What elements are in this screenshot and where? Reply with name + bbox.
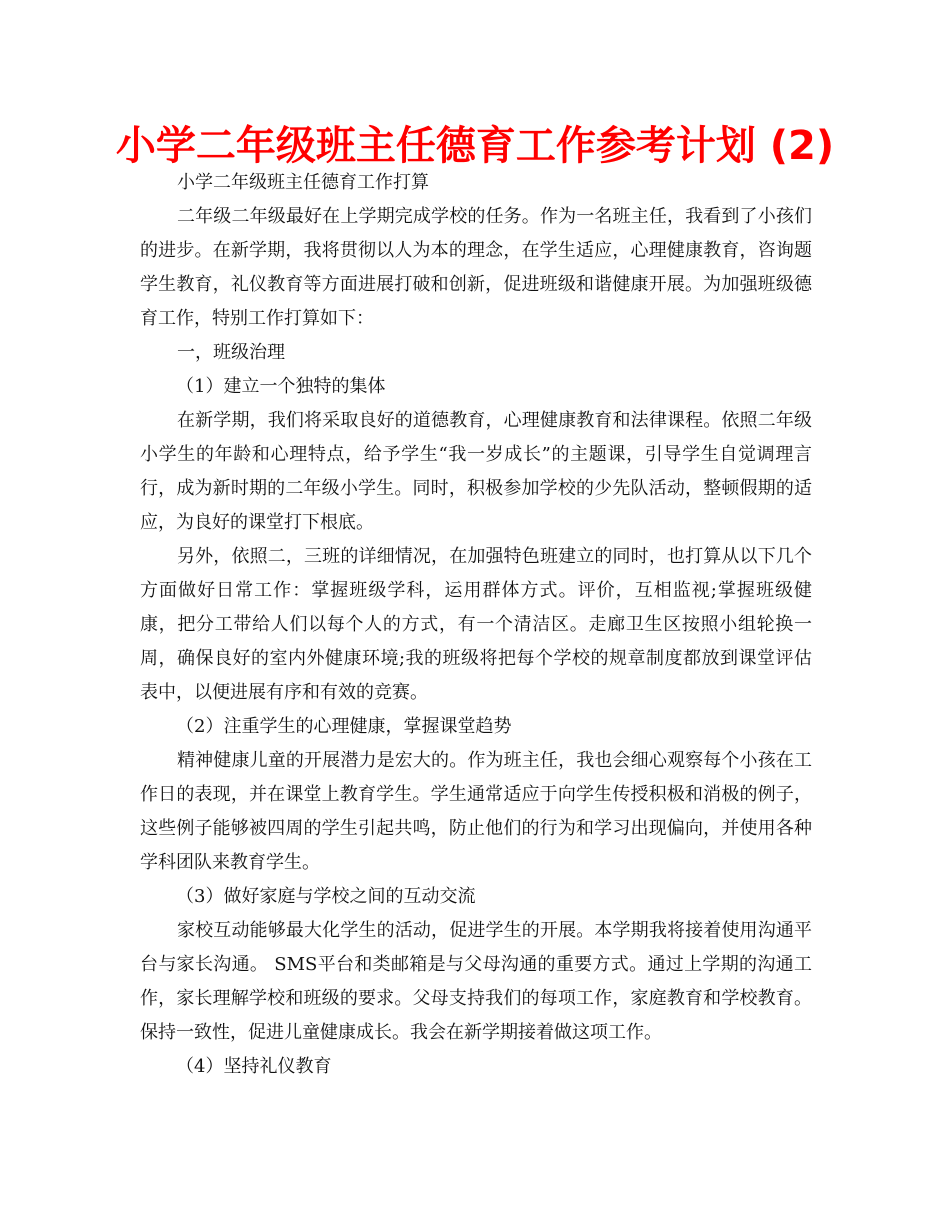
body-paragraph: 精神健康儿童的开展潜力是宏大的。作为班主任，我也会细心观察每个小孩在工作日的表现，并在课堂上教育学生。学生通常适应于向学生传授积极和消极的例子，这些例子能够被四周的学生引起共鸣，防止他们的行为和学习出现偏向，并使用各种学科团队来教育学生。: [140, 750, 812, 873]
body-paragraph: 在新学期，我们将采取良好的道德教育，心理健康教育和法律课程。依照二年级小学生的年龄和心理特点，给予学生“我一岁成长”的主题课，引导学生自觉调理言行，成为新时期的二年级小学生。同时，积极参加学校的少先队活动，整顿假期的适应，为良好的课堂打下根底。: [140, 410, 812, 533]
subsection-heading: （1）建立一个独特的集体: [176, 376, 386, 397]
document-title: 小学二年级班主任德育工作参考计划 (2): [115, 123, 835, 169]
body-paragraph: 另外，依照二，三班的详细情况，在加强特色班建立的同时，也打算从以下几个方面做好日常工作：掌握班级学科，运用群体方式。评价，互相监视;掌握班级健康，把分工带给人们以每个人的方式，有一个清洁区。走廊卫生区按照小组轮换一周，确保良好的室内外健康环境;我的班级将把每个学校的规章制度都放到课堂评估表中，以便进展有序和有效的竞赛。: [140, 546, 812, 703]
body-paragraph: 家校互动能够最大化学生的活动，促进学生的开展。本学期我将接着使用沟通平台与家长沟通。 SMS平台和类邮箱是与父母沟通的重要方式。通过上学期的沟通工作，家长理解学校和班级的要求。父母支持我们的每项工作，家庭教育和学校教育。保持一致性，促进儿童健康成长。我会在新学期接着做这项工作。: [140, 920, 812, 1043]
subsection-heading: （3）做好家庭与学校之间的互动交流: [176, 886, 476, 907]
section-heading: 一，班级治理: [177, 342, 285, 363]
subtitle-paragraph: 小学二年级班主任德育工作打算: [177, 172, 429, 193]
subsection-heading: （4）坚持礼仪教育: [176, 1056, 332, 1077]
subsection-heading: （2）注重学生的心理健康，掌握课堂趋势: [176, 716, 512, 737]
body-paragraph: 二年级二年级最好在上学期完成学校的任务。作为一名班主任，我看到了小孩们的进步。在新学期，我将贯彻以人为本的理念，在学生适应，心理健康教育，咨询题学生教育，礼仪教育等方面进展打破和创新，促进班级和谐健康开展。为加强班级德育工作，特别工作打算如下：: [140, 206, 812, 329]
document-body: [140, 166, 812, 1084]
